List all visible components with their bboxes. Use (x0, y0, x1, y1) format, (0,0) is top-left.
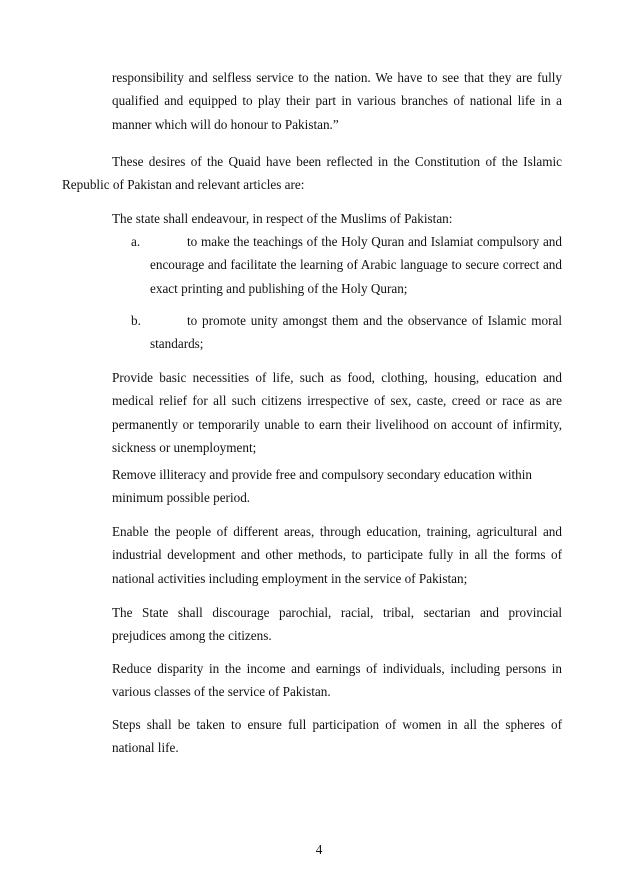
enable-people-paragraph: Enable the people of different areas, through education, training, agricultural and industrial development and other methods, to participate fully in all the forms of national activities including employment in the service of Pakistan; (112, 524, 562, 586)
list-marker-b: b. (131, 313, 141, 328)
list-item-b (131, 309, 562, 356)
list-marker-a: a. (131, 234, 141, 249)
constitution-intro-paragraph: These desires of the Quaid have been reflected in the Constitution of the Islamic Republic of Pakistan and relevant articles are: (62, 154, 562, 193)
list-item-b-text: to promote unity amongst them and the observance of Islamic moral standards; (150, 313, 562, 352)
illiteracy-paragraph: Remove illiteracy and provide free and compulsory secondary education within minimum possible period. (112, 467, 533, 506)
reduce-disparity-paragraph: Reduce disparity in the income and earnings of individuals, including persons in various classes of the service of Pakistan. (112, 661, 562, 700)
quote-continuation-paragraph: responsibility and selfless service to the nation. We have to see that they are fully qualified and equipped to play their part in various branches of national life in a manner which will do honour to Pakistan.” (112, 70, 562, 132)
discourage-prejudices-paragraph: The State shall discourage parochial, racial, tribal, sectarian and provincial prejudices among the citizens. (112, 605, 562, 644)
list-item-a-text: to make the teachings of the Holy Quran and Islamiat compulsory and encourage and facilitate the learning of Arabic language to secure correct and exact printing and publishing of the Holy Quran; (150, 234, 562, 296)
women-participation-paragraph: Steps shall be taken to ensure full participation of women in all the spheres of national life. (112, 717, 562, 756)
state-endeavour-paragraph: The state shall endeavour, in respect of the Muslims of Pakistan: (112, 211, 453, 226)
basic-necessities-paragraph: Provide basic necessities of life, such as food, clothing, housing, education and medical relief for all such citizens irrespective of sex, caste, creed or race as are permanently or temporarily unable to earn their livelihood on account of infirmity, sickness or unemployment; (112, 370, 562, 455)
list-item-a (131, 230, 562, 300)
page-number: 4 (315, 842, 323, 857)
